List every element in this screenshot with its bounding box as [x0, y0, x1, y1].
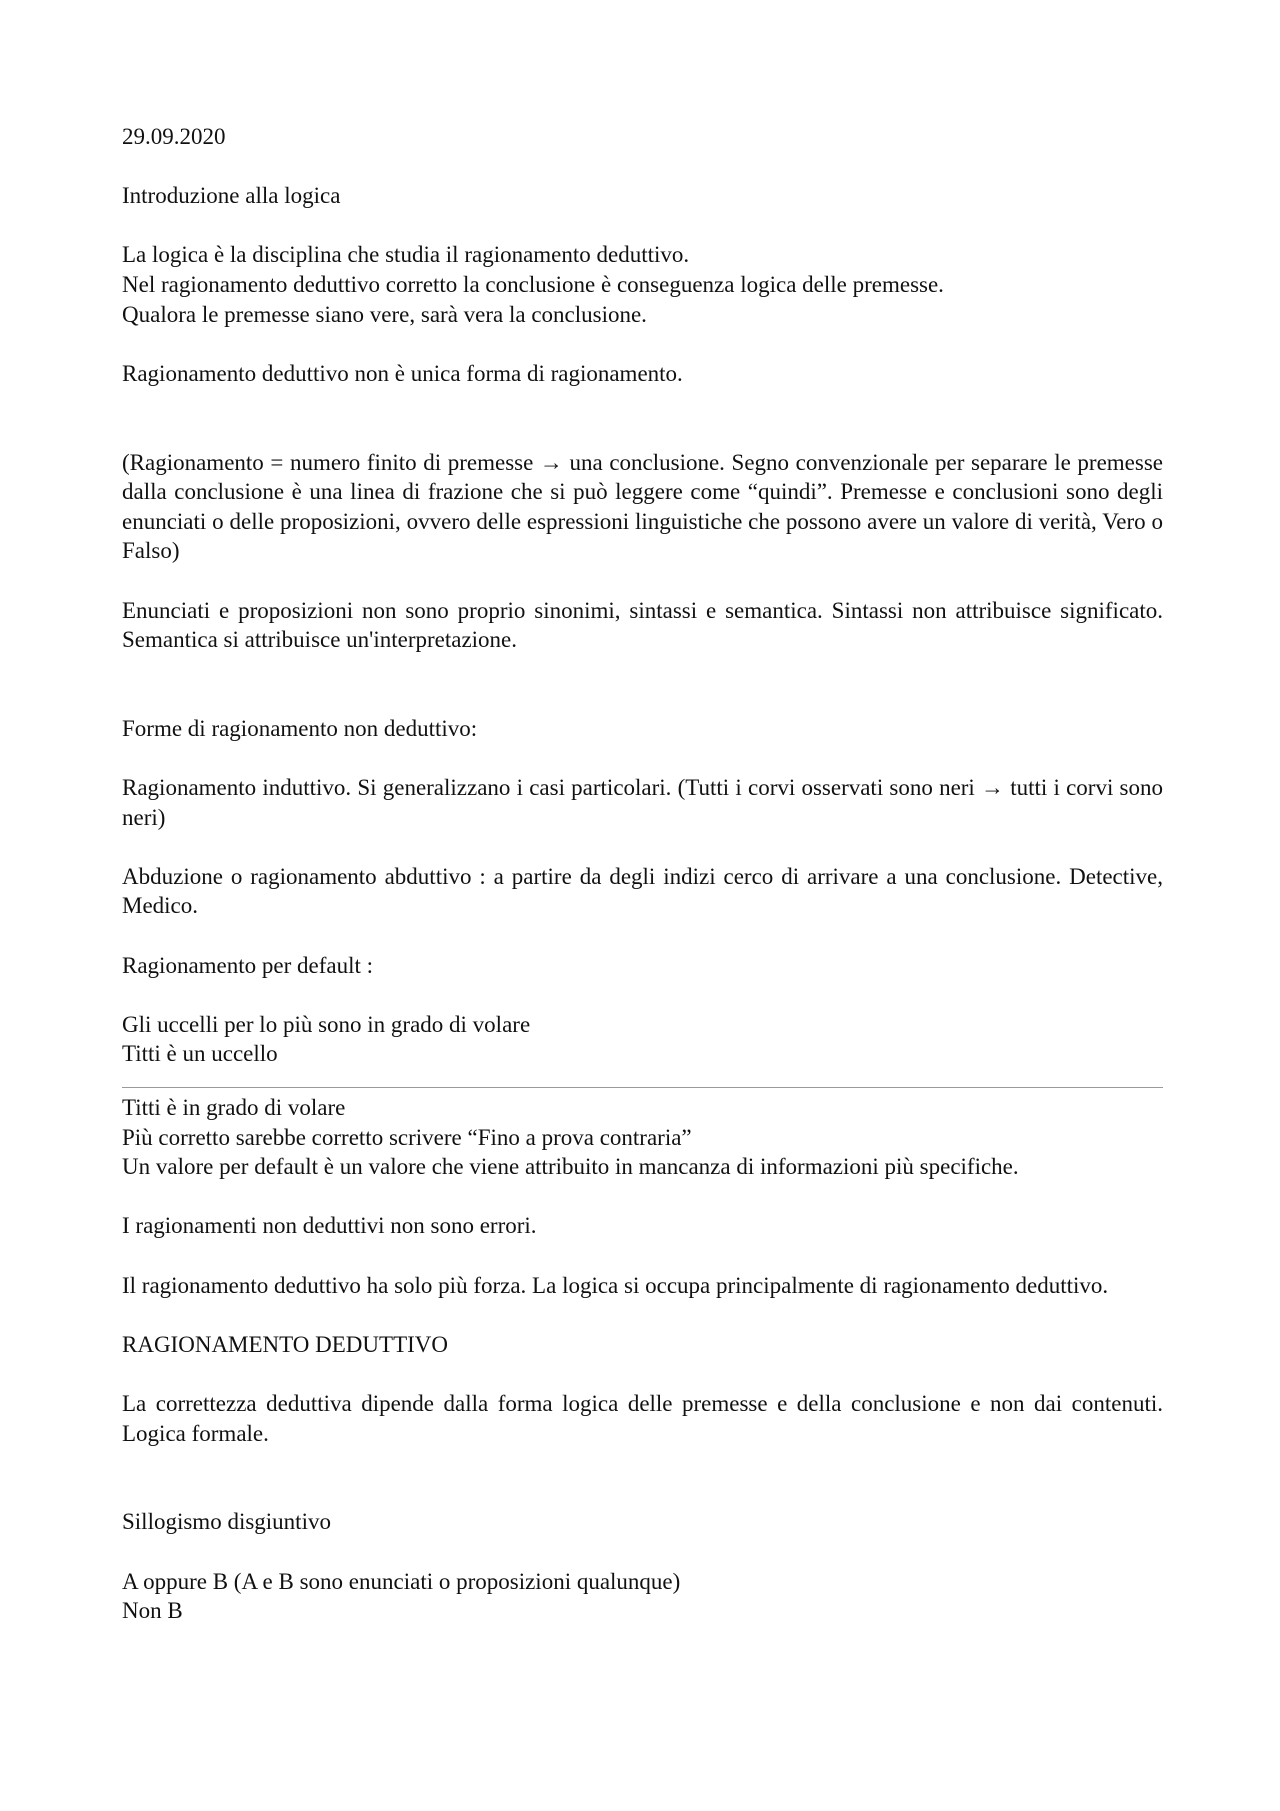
deductive-heading: RAGIONAMENTO DEDUTTIVO [122, 1331, 449, 1357]
conclusion-line: Più corretto sarebbe corretto scrivere “Fino a prova contraria” [122, 1124, 692, 1150]
enunciati-paragraph: Enunciati e proposizioni non sono proprio sinonimi, sintassi e semantica. Sintassi non attribuisce significato. Semantica si attribuisce un'interpretazione. [122, 597, 1163, 653]
sillogismo-line: Non B [122, 1598, 183, 1624]
premise-line: Titti è un uccello [122, 1041, 278, 1067]
definition-paragraph: (Ragionamento = numero finito di premesse → una conclusione. Segno convenzionale per separare le premesse dalla conclusione è una linea di frazione che si può leggere come “quindi”. Premesse e conclusioni sono degli enunciati o delle proposizioni, ovvero delle espressioni linguistiche che possono avere un valore di verità, Vero o Falso) [122, 449, 1163, 564]
intro-line: Qualora le premesse siano vere, sarà vera la conclusione. [122, 301, 647, 327]
correttezza-paragraph: La correttezza deduttiva dipende dalla forma logica delle premesse e della conclusione e non dai contenuti. Logica formale. [122, 1390, 1163, 1446]
fraction-line [122, 1087, 1163, 1088]
abduzione-paragraph: Abduzione o ragionamento abduttivo : a partire da degli indizi cerco di arrivare a una conclusione. Detective, Medico. [122, 863, 1163, 919]
premise-line: Gli uccelli per lo più sono in grado di volare [122, 1011, 531, 1037]
date: 29.09.2020 [122, 124, 226, 149]
conclusion-line: Titti è in grado di volare [122, 1095, 346, 1120]
premises-block [122, 1010, 1163, 1069]
sillogismo-heading: Sillogismo disgiuntivo [122, 1509, 331, 1535]
intro-paragraph [122, 240, 1163, 329]
sillogismo-line: A oppure B (A e B sono enunciati o proposizioni qualunque) [122, 1568, 681, 1594]
not-errors-paragraph: I ragionamenti non deduttivi non sono errori. [122, 1213, 537, 1239]
document-page [122, 122, 1163, 1626]
not-unique-paragraph: Ragionamento deduttivo non è unica forma di ragionamento. [122, 360, 683, 386]
conclusion-block [122, 1093, 1163, 1182]
conclusion-line: Un valore per default è un valore che viene attribuito in mancanza di informazioni più specifiche. [122, 1154, 1019, 1180]
intro-line: Nel ragionamento deduttivo corretto la conclusione è conseguenza logica delle premesse. [122, 271, 944, 297]
induttivo-paragraph: Ragionamento induttivo. Si generalizzano i casi particolari. (Tutti i corvi osservati sono neri → tutti i corvi sono neri) [122, 775, 1163, 830]
document-title: Introduzione alla logica [122, 183, 341, 209]
intro-line: La logica è la disciplina che studia il ragionamento deduttivo. [122, 242, 690, 268]
sillogismo-block [122, 1567, 1163, 1626]
forms-heading: Forme di ragionamento non deduttivo: [122, 715, 478, 741]
default-heading: Ragionamento per default : [122, 952, 374, 978]
forza-paragraph: Il ragionamento deduttivo ha solo più forza. La logica si occupa principalmente di ragionamento deduttivo. [122, 1272, 1109, 1298]
